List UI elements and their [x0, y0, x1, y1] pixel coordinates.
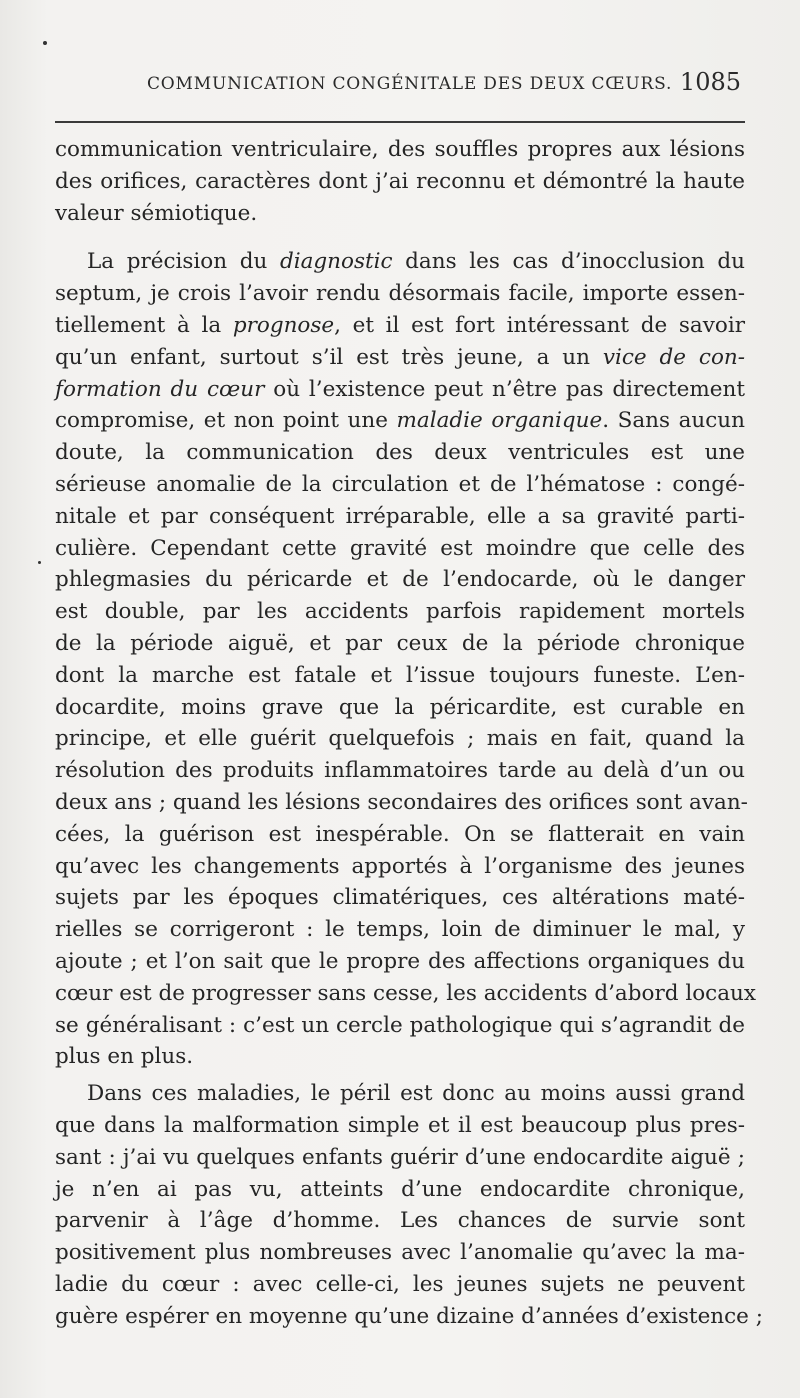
text-line	[55, 660, 745, 692]
italic-run: formation du cœur	[55, 376, 265, 402]
text-run: où l’existence peut n’être pas directement	[264, 376, 745, 402]
text-run: qu’avec les changements apportés à l’organisme des jeunes	[55, 853, 745, 879]
text-line	[55, 1142, 745, 1174]
text-line	[55, 819, 745, 851]
text-run: rielles se corrigeront : le temps, loin de diminuer le mal, y	[55, 917, 745, 943]
italic-run: diagnostic	[279, 249, 393, 275]
text-line	[55, 374, 745, 406]
text-run: dont la marche est fatale et l’issue toujours funeste. L’en-	[55, 662, 745, 688]
margin-mark	[38, 561, 41, 564]
page-header	[55, 66, 745, 102]
text-line	[55, 723, 745, 755]
paragraph	[55, 134, 745, 229]
text-run: je n’en ai pas vu, atteints d’une endocardite chronique,	[55, 1176, 745, 1202]
header-rule	[55, 121, 745, 123]
text-run: parvenir à l’âge d’homme. Les chances de survie sont	[55, 1208, 745, 1234]
text-line	[55, 692, 745, 724]
text-run: est double, par les accidents parfois rapidement mortels	[55, 599, 745, 625]
text-line	[55, 533, 745, 565]
text-run: compromise, et non point une	[55, 408, 397, 434]
text-line	[55, 166, 745, 198]
text-run: doute, la communication des deux ventricules est une	[55, 440, 745, 466]
text-run: sérieuse anomalie de la circulation et de l’hématose : congé-	[55, 471, 745, 497]
text-run: qu’un enfant, surtout s’il est très jeune, a un	[55, 344, 603, 370]
italic-run: maladie organique	[396, 408, 603, 434]
text-line	[55, 1041, 745, 1073]
text-line	[55, 469, 745, 501]
text-run: ajoute ; et l’on sait que le propre des affections organiques du	[55, 948, 745, 974]
text-line	[55, 1010, 745, 1042]
italic-run: prognose	[232, 312, 335, 338]
text-line	[55, 342, 745, 374]
text-line	[55, 596, 745, 628]
text-line	[55, 1301, 763, 1333]
text-line	[55, 278, 745, 310]
body-text	[55, 134, 763, 1332]
text-line	[55, 787, 748, 819]
text-run: La précision du	[87, 249, 280, 275]
paragraph	[55, 1078, 763, 1332]
text-line	[55, 628, 745, 660]
text-line	[55, 1205, 745, 1237]
text-run: culière. Cependant cette gravité est moindre que celle des	[55, 535, 745, 561]
text-run: . Sans aucun	[602, 408, 745, 434]
text-run: guère espérer en moyenne qu’une dizaine d’années d’existence ;	[55, 1303, 763, 1329]
text-run: nitale et par conséquent irréparable, elle a sa gravité parti-	[55, 503, 745, 529]
text-run: des orifices, caractères dont j’ai reconnu et démontré la haute	[55, 168, 745, 194]
text-line	[55, 501, 745, 533]
text-line	[55, 1078, 745, 1110]
running-title: COMMUNICATION CONGÉNITALE DES DEUX CŒURS.	[147, 74, 673, 94]
text-run: sant : j’ai vu quelques enfants guérir d’une endocardite aiguë ;	[55, 1144, 745, 1170]
text-line	[55, 405, 745, 437]
margin-mark	[43, 41, 47, 45]
text-run: cœur est de progresser sans cesse, les accidents d’abord locaux	[55, 980, 756, 1006]
paragraph	[55, 246, 756, 1073]
text-line	[55, 755, 745, 787]
italic-run: vice de con-	[602, 344, 746, 370]
text-run: positivement plus nombreuses avec l’anomalie qu’avec la ma-	[55, 1240, 745, 1266]
text-run: phlegmasies du péricarde et de l’endocarde, où le danger	[55, 567, 745, 593]
text-run: principe, et elle guérit quelquefois ; mais en fait, quand la	[55, 726, 745, 752]
text-run: cées, la guérison est inespérable. On se flatterait en vain	[55, 821, 745, 847]
text-line	[55, 1237, 745, 1269]
text-run: résolution des produits inflammatoires tarde au delà d’un ou	[55, 758, 745, 784]
text-run: deux ans ; quand les lésions secondaires des orifices sont avan-	[55, 789, 748, 815]
text-line	[55, 1110, 745, 1142]
text-line	[55, 564, 745, 596]
text-line	[55, 1174, 745, 1206]
text-line	[55, 134, 745, 166]
text-run: de la période aiguë, et par ceux de la période chronique	[55, 630, 745, 656]
text-run: Dans ces maladies, le péril est donc au moins aussi grand	[87, 1081, 745, 1107]
text-line	[55, 914, 745, 946]
text-run: ladie du cœur : avec celle-ci, les jeunes sujets ne peuvent	[55, 1271, 745, 1297]
text-run: valeur sémiotique.	[55, 200, 258, 226]
text-line	[55, 851, 745, 883]
text-run: docardite, moins grave que la péricardite, est curable en	[55, 694, 745, 720]
page-number: 1085	[679, 68, 741, 96]
text-line	[55, 198, 745, 230]
text-line	[55, 1269, 745, 1301]
text-run: communication ventriculaire, des souffles propres aux lésions	[55, 137, 745, 162]
text-run: sujets par les époques climatériques, ces altérations maté-	[55, 885, 745, 911]
text-run: septum, je crois l’avoir rendu désormais facile, importe essen-	[55, 281, 745, 307]
text-line	[55, 978, 756, 1010]
paragraph-gap	[55, 229, 745, 246]
text-line	[55, 946, 745, 978]
text-line	[55, 437, 745, 469]
text-run: que dans la malformation simple et il est beaucoup plus pres-	[55, 1112, 745, 1138]
text-run: tiellement à la	[55, 312, 233, 338]
text-run: se généralisant : c’est un cercle pathologique qui s’agrandit de	[55, 1012, 745, 1038]
text-line	[55, 882, 745, 914]
text-run: plus en plus.	[55, 1044, 194, 1070]
text-run: dans les cas d’inocclusion du	[392, 249, 745, 275]
text-run: , et il est fort intéressant de savoir	[334, 312, 745, 338]
text-line	[55, 310, 745, 342]
text-line	[55, 246, 745, 278]
